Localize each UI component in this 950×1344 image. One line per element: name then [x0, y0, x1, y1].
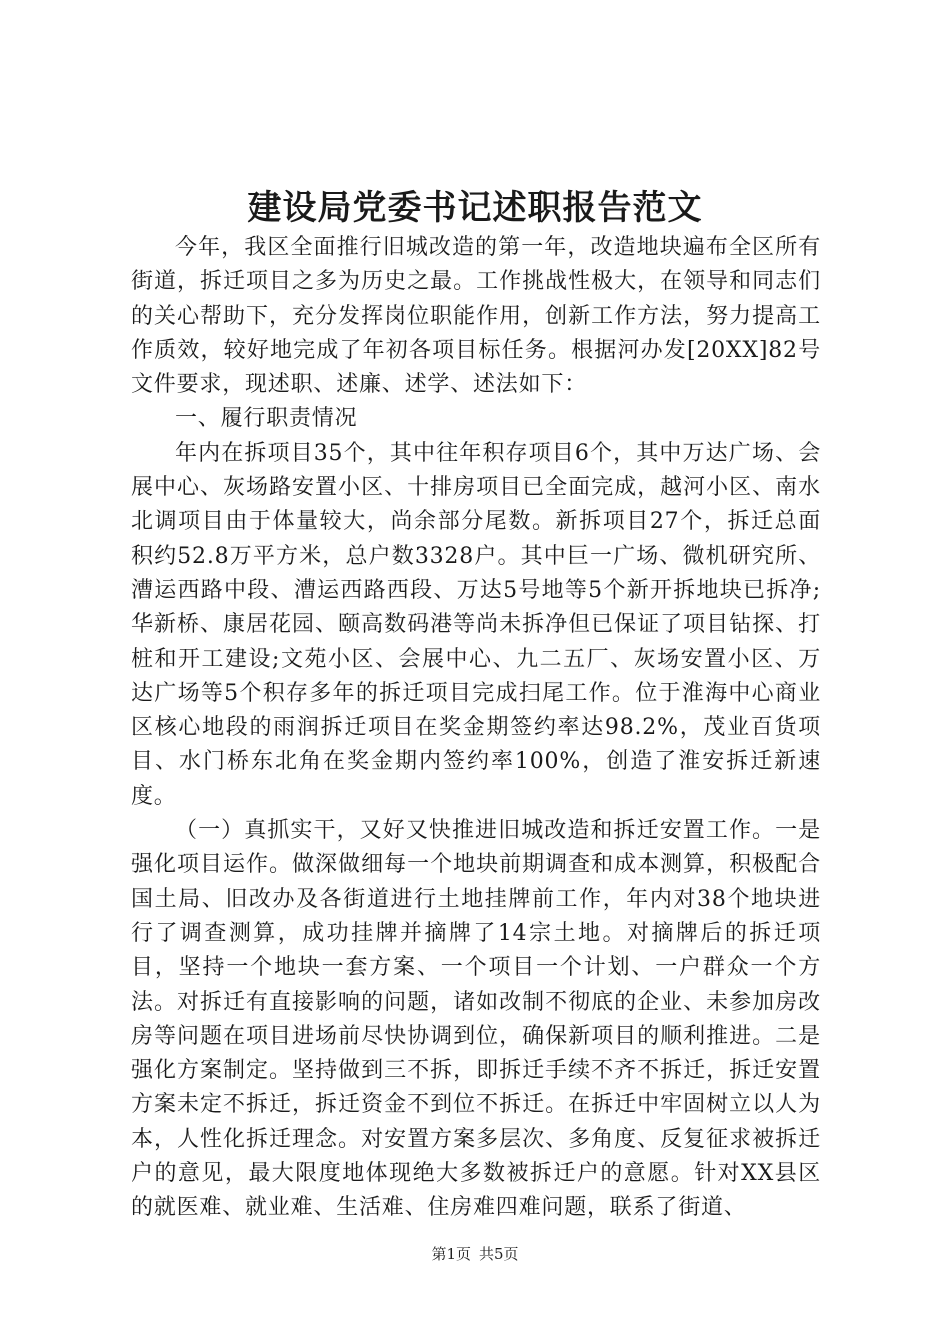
- paragraph-intro: 今年，我区全面推行旧城改造的第一年，改造地块遍布全区所有街道，拆迁项目之多为历史之最。工作挑战性极大，在领导和同志们的关心帮助下，充分发挥岗位职能作用，创新工作方法，努力提高工作质效，较好地完成了年初各项目标任务。根据河办发[20XX]82号文件要求，现述职、述廉、述学、述法如下：: [131, 235, 821, 398]
- page-number: 第1页: [431, 1245, 471, 1263]
- page-total: 共5页: [479, 1245, 519, 1263]
- page-footer: [0, 1243, 950, 1265]
- document-title: 建设局党委书记述职报告范文: [247, 188, 703, 228]
- section-heading: 一、履行职责情况: [175, 406, 358, 432]
- paragraph-subsection-1: （一）真抓实干，又好又快推进旧城改造和拆迁安置工作。一是强化项目运作。做深做细每一个地块前期调查和成本测算，积极配合国土局、旧改办及各街道进行土地挂牌前工作，年内对38个地块进行了调查测算，成功挂牌并摘牌了14宗土地。对摘牌后的拆迁项目，坚持一个地块一套方案、一个项目一个计划、一户群众一个方法。对拆迁有直接影响的问题，诸如改制不彻底的企业、未参加房改房等问题在项目进场前尽快协调到位，确保新项目的顺利推进。二是强化方案制定。坚持做到三不拆，即拆迁手续不齐不拆迁，拆迁安置方案未定不拆迁，拆迁资金不到位不拆迁。在拆迁中牢固树立以人为本，人性化拆迁理念。对安置方案多层次、多角度、反复征求被拆迁户的意见，最大限度地体现绝大多数被拆迁户的意愿。针对XX县区的就医难、就业难、生活难、住房难四难问题，联系了街道、: [131, 818, 821, 1221]
- paragraph-projects: 年内在拆项目35个，其中往年积存项目6个，其中万达广场、会展中心、灰场路安置小区、十排房项目已全面完成，越河小区、南水北调项目由于体量较大，尚余部分尾数。新拆项目27个，拆迁总面积约52.8万平方米，总户数3328户。其中巨一广场、微机研究所、漕运西路中段、漕运西路西段、万达5号地等5个新开拆地块已拆净;华新桥、康居花园、颐高数码港等尚未拆净但已保证了项目钻探、打桩和开工建设;文苑小区、会展中心、九二五厂、灰场安置小区、万达广场等5个积存多年的拆迁项目完成扫尾工作。位于淮海中心商业区核心地段的雨润拆迁项目在奖金期签约率达98.2%，茂业百货项目、水门桥东北角在奖金期内签约率100%，创造了淮安拆迁新速度。: [131, 440, 821, 809]
- document-body: [131, 231, 821, 1226]
